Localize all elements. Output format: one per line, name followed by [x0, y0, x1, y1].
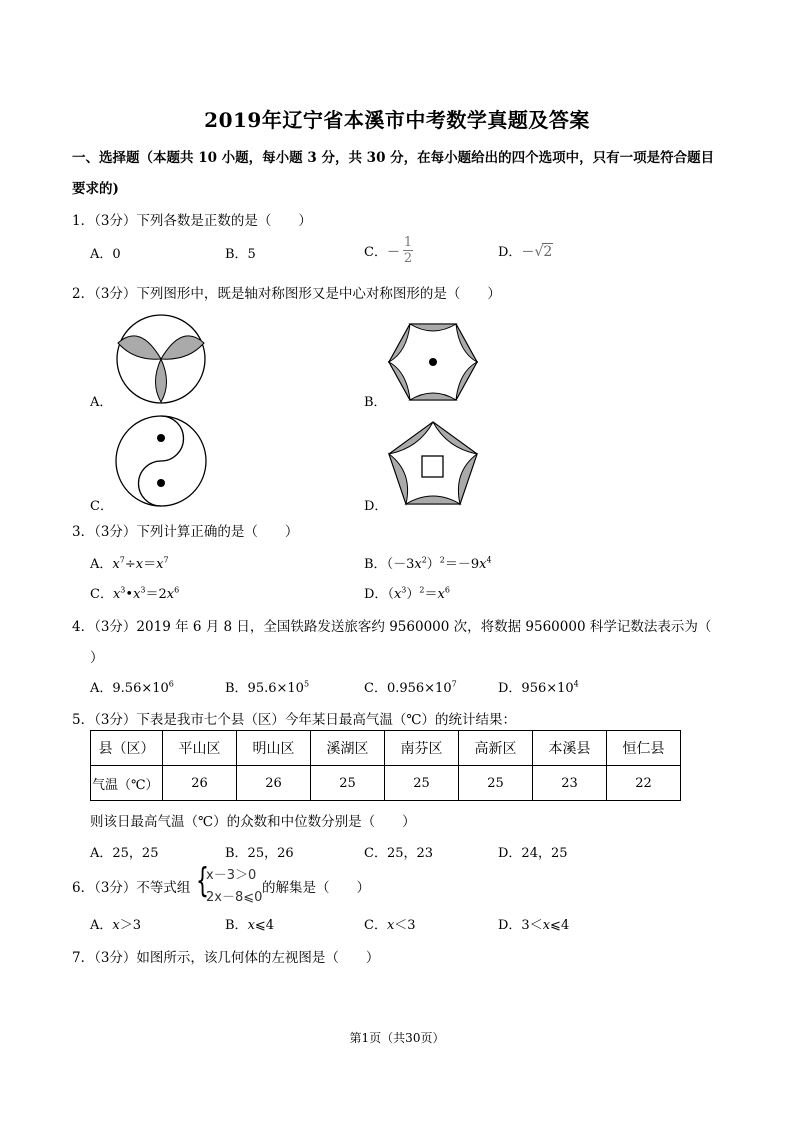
q4-a-exponent: 6 — [168, 679, 174, 689]
q6-d-label: D．3＜ — [498, 918, 543, 933]
q5-followup: 则该日最高气温（℃）的众数和中位数分别是（ ） — [90, 814, 416, 830]
variable-x: x — [386, 918, 395, 933]
figure-d-pentagon — [387, 420, 479, 506]
table-cell: 气温（℃） — [91, 766, 163, 801]
table-row — [91, 766, 681, 801]
q4-b-exponent: 5 — [303, 679, 310, 689]
q4-option-d — [498, 677, 579, 696]
table-header-cell: 平山区 — [163, 731, 237, 766]
q6-c-label: C． — [364, 918, 387, 933]
table-header-cell: 县（区） — [91, 731, 163, 766]
q1-option-c-fraction — [403, 236, 413, 265]
table-header-cell: 恒仁县 — [607, 731, 681, 766]
q1-option-d — [498, 241, 553, 260]
temperature-table — [90, 730, 681, 801]
table-cell: 22 — [607, 766, 681, 801]
q4-c-exponent: 7 — [451, 679, 457, 689]
q3-option-c: C．$x^3•x^3=2x^6$ — [90, 585, 180, 602]
q4-option-c — [364, 677, 457, 696]
q1-option-b: B．5 — [225, 247, 256, 262]
q4-option-b — [225, 677, 309, 696]
table-header-cell: 溪湖区 — [311, 731, 385, 766]
q1-option-c-prefix: C．－ — [364, 245, 400, 260]
q6-option-b — [225, 914, 274, 933]
table-header-cell: 高新区 — [459, 731, 533, 766]
table-cell: 26 — [163, 766, 237, 801]
q1-d-radicand: 2 — [543, 244, 553, 260]
variable-x: x — [542, 918, 551, 933]
page-title: 2019年辽宁省本溪市中考数学真题及答案 — [204, 108, 590, 132]
q1-stem: 1．（3分）下列各数是正数的是（ ） — [72, 213, 312, 229]
q3-a-label: A． — [90, 557, 113, 572]
table-cell: 25 — [311, 766, 385, 801]
figure-a-three-leaf-circle — [112, 313, 210, 405]
q2-stem: 2．（3分）下列图形中，既是轴对称图形又是中心对称图形的是（ ） — [72, 286, 501, 302]
q7-stem: 7．（3分）如图所示，该几何体的左视图是（ ） — [72, 950, 380, 966]
table-cell: 26 — [237, 766, 311, 801]
q4-stem-close: ） — [90, 650, 104, 666]
q6-option-d — [498, 914, 569, 933]
q4-c-text: C．0.956×10 — [364, 681, 452, 696]
sqrt-icon: √2 — [534, 244, 553, 260]
table-cell: 23 — [533, 766, 607, 801]
q6-option-c — [364, 914, 416, 933]
table-cell: 25 — [459, 766, 533, 801]
section-heading-line1: 一、选择题（本题共 10 小题，每小题 3 分，共 30 分，在每小题给出的四个选项中，只有一项是符合题目 — [72, 150, 715, 166]
table-header-cell: 南芬区 — [385, 731, 459, 766]
q6-d-rest: ⩽4 — [550, 918, 570, 933]
q5-option-d: D．24，25 — [498, 846, 568, 861]
q2-option-d-label: D． — [364, 499, 388, 514]
figure-b-hexagon — [387, 322, 479, 402]
q1-c-denominator: 2 — [403, 251, 413, 266]
q6-inequality-1: x－3＞0 — [206, 868, 257, 883]
q6-c-rest: ＜3 — [394, 918, 416, 933]
table-cell: 25 — [385, 766, 459, 801]
q5-option-b: B．25，26 — [225, 846, 294, 861]
q3-c-label: C． — [90, 587, 113, 602]
q3-d-label: D． — [364, 587, 388, 602]
q1-option-d-prefix: D．－ — [498, 245, 535, 260]
q4-b-text: B．95.6×10 — [225, 681, 304, 696]
section-heading-line2: 要求的) — [72, 181, 119, 197]
q6-inequality-2: 2x－8⩽0 — [206, 890, 263, 905]
q5-stem: 5．（3分）下表是我市七个县（区）今年某日最高气温（℃）的统计结果： — [72, 712, 517, 728]
table-header-cell: 本溪县 — [533, 731, 607, 766]
q6-a-label: A． — [90, 918, 113, 933]
q2-option-b-label: B． — [364, 395, 387, 410]
q4-stem: 4．（3分）2019 年 6 月 8 日，全国铁路发送旅客约 9560000 次，将数据 9560000 科学记数法表示为（ — [72, 619, 712, 635]
system-brace: { — [196, 861, 209, 901]
q5-option-a: A．25，25 — [90, 846, 159, 861]
q2-option-a-label: A． — [90, 395, 113, 410]
q3-option-d: D．$(x^3)^2=x^6$ — [364, 585, 450, 602]
variable-x: x — [247, 918, 255, 933]
page-footer: 第1页（共30页） — [349, 1031, 445, 1045]
q5-option-c: C．25，23 — [364, 846, 434, 861]
q6-b-rest: ⩽4 — [254, 918, 275, 933]
q6-option-a — [90, 914, 141, 933]
q6-b-label: B． — [225, 918, 248, 933]
q1-c-numerator: 1 — [403, 235, 413, 250]
q3-option-a: A．$x^7\div x=x^7$ — [90, 555, 169, 572]
variable-x: x — [112, 918, 120, 933]
q3-b-label: B． — [364, 557, 387, 572]
figure-c-yin-yang — [114, 414, 208, 508]
q1-option-a: A．0 — [90, 247, 121, 262]
table-header-cell: 明山区 — [237, 731, 311, 766]
q4-d-exponent: 4 — [573, 679, 579, 689]
q2-option-c-label: C． — [90, 499, 113, 514]
q6-a-rest: ＞3 — [119, 918, 142, 933]
q4-option-a — [90, 677, 174, 696]
q3-stem: 3．（3分）下列计算正确的是（ ） — [72, 524, 299, 540]
q6-stem-prefix: 6．（3分）不等式组 — [72, 880, 191, 896]
q1-option-c — [364, 236, 413, 265]
table-header-row — [91, 731, 681, 766]
q4-d-text: D．956×10 — [498, 681, 574, 696]
q3-option-b: B．$(-3x^2)^2=-9x^4$ — [364, 555, 492, 572]
q6-stem-suffix: 的解集是（ ） — [262, 880, 370, 896]
q4-a-text: A．9.56×10 — [90, 681, 169, 696]
